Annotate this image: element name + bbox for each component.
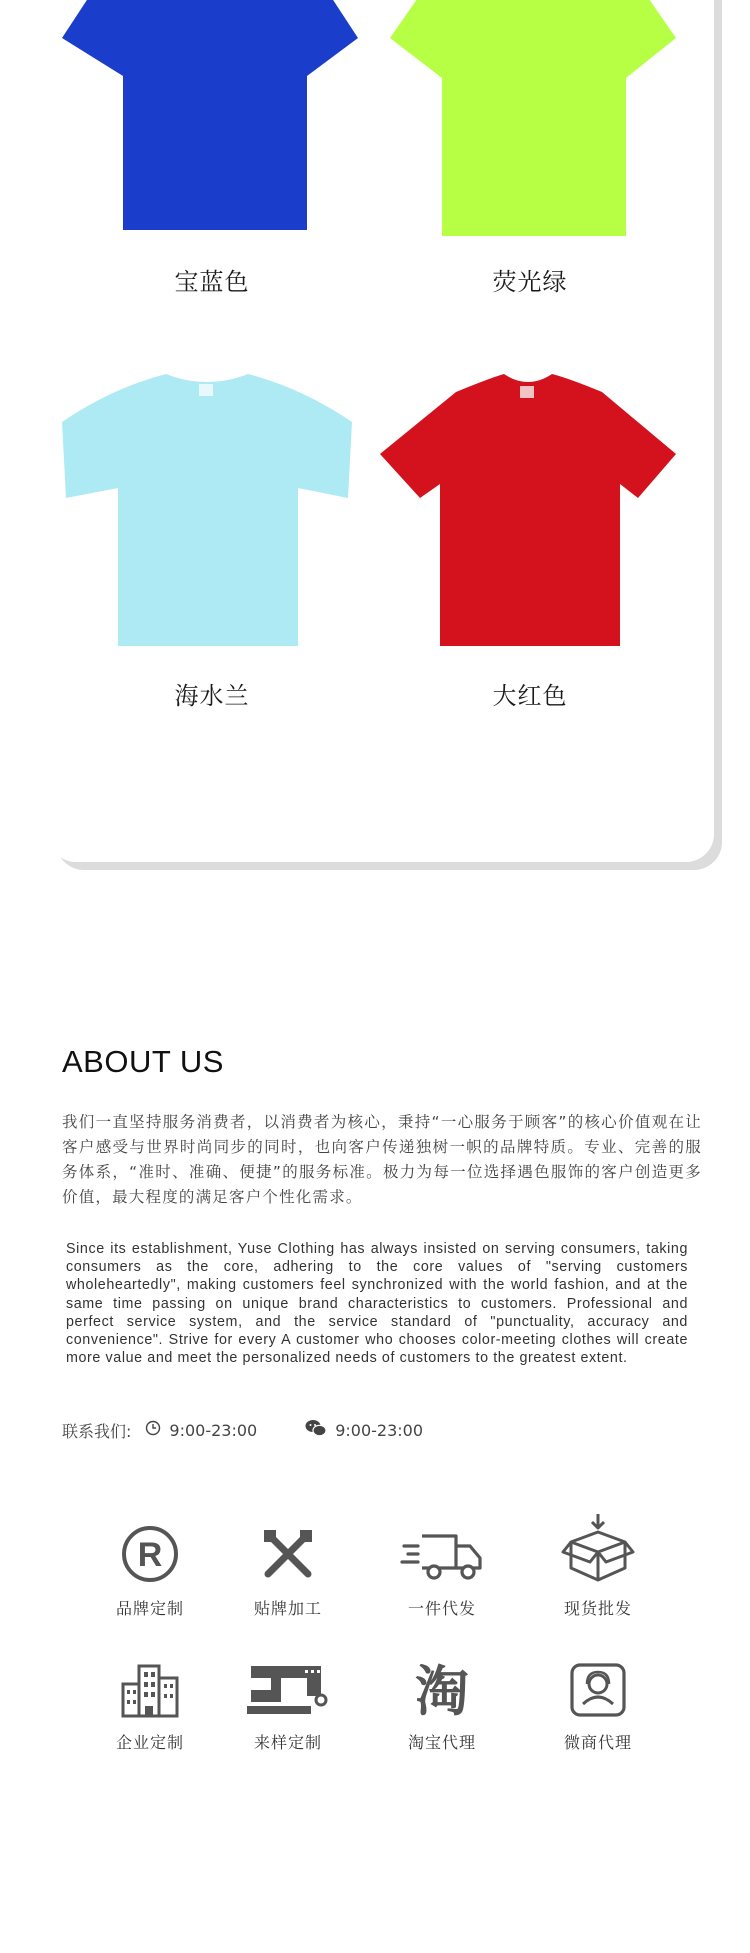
tshirt-tag <box>520 386 534 398</box>
contact-info <box>62 1418 423 1442</box>
tshirt-shape <box>62 0 358 230</box>
tshirt-image <box>380 366 676 646</box>
service-label: 企业定制 <box>115 1733 184 1752</box>
service-label: 来样定制 <box>253 1733 322 1752</box>
tools-icon <box>218 1510 358 1584</box>
product-tshirt-sea-blue[interactable] <box>62 366 352 646</box>
product-tshirt-royal-blue[interactable] <box>62 0 358 230</box>
service-enterprise-customization[interactable] <box>80 1644 220 1753</box>
product-name: 宝蓝色 <box>174 268 250 296</box>
tshirt-tag <box>199 384 213 396</box>
agent-icon <box>528 1644 668 1718</box>
service-label: 现货批发 <box>563 1599 632 1618</box>
service-taobao-agent[interactable] <box>372 1644 512 1753</box>
about-title: ABOUT US <box>62 1044 224 1079</box>
tshirt-shape <box>62 374 352 646</box>
service-oem-processing[interactable] <box>218 1510 358 1619</box>
tshirt-image <box>62 0 358 230</box>
service-sample-customization[interactable] <box>218 1644 358 1753</box>
sewing-machine-icon <box>218 1644 358 1718</box>
taobao-icon <box>372 1644 512 1718</box>
wechat-icon <box>305 1419 327 1441</box>
service-stock-wholesale[interactable] <box>528 1510 668 1619</box>
clock-icon <box>145 1420 161 1440</box>
service-label: 品牌定制 <box>115 1599 184 1618</box>
building-icon <box>80 1644 220 1718</box>
product-tshirt-fluorescent-green[interactable] <box>390 0 676 236</box>
service-label: 贴牌加工 <box>253 1599 322 1618</box>
service-label: 一件代发 <box>407 1599 476 1618</box>
svg-text:淘: 淘 <box>415 1660 469 1718</box>
open-box-icon <box>528 1510 668 1584</box>
tshirt-shape <box>380 374 676 646</box>
delivery-truck-icon <box>372 1510 512 1584</box>
service-brand-customization[interactable] <box>80 1510 220 1619</box>
service-label: 淘宝代理 <box>407 1733 476 1752</box>
product-tshirt-big-red[interactable] <box>380 366 676 646</box>
svg-text:R: R <box>137 1536 163 1574</box>
wechat-hours: 9:00-23:00 <box>335 1420 424 1440</box>
tshirt-shape <box>390 0 676 236</box>
clock-hours: 9:00-23:00 <box>169 1420 258 1440</box>
about-english-text: Since its establishment, Yuse Clothing has always insisted on serving consumers, taking consumers as the core, adhering to the core values of "serving customers wholeheartedly", making customers feel synchronized with the world fashion, and at the same time passing on unique brand characteristics to customers. Professional and perfect service system, and the service standard of "punctuality, accuracy and convenience". Strive for every A customer who chooses color-meeting clothes will create more value and meet the personalized needs of customers to the greatest extent. <box>66 1241 688 1367</box>
service-dropshipping[interactable] <box>372 1510 512 1619</box>
product-name: 荧光绿 <box>492 268 568 296</box>
tshirt-image <box>62 366 352 646</box>
product-name: 海水兰 <box>174 682 250 710</box>
contact-label: 联系我们: <box>62 1421 132 1441</box>
tshirt-image <box>390 0 676 236</box>
service-wechat-business-agent[interactable] <box>528 1644 668 1753</box>
service-label: 微商代理 <box>563 1733 632 1752</box>
product-name: 大红色 <box>492 682 568 710</box>
registered-trademark-icon <box>80 1510 220 1584</box>
about-chinese-text: 我们一直坚持服务消费者，以消费者为核心，秉持“一心服务于顾客”的核心价值观在让客户感受与世界时尚同步的同时，也向客户传递独树一帜的品牌特质。专业、完善的服务体系，“准时、准确、便捷”的服务标准。极力为每一位选择遇色服饰的客户创造更多价值，最大程度的满足客户个性化需求。 <box>62 1113 702 1206</box>
